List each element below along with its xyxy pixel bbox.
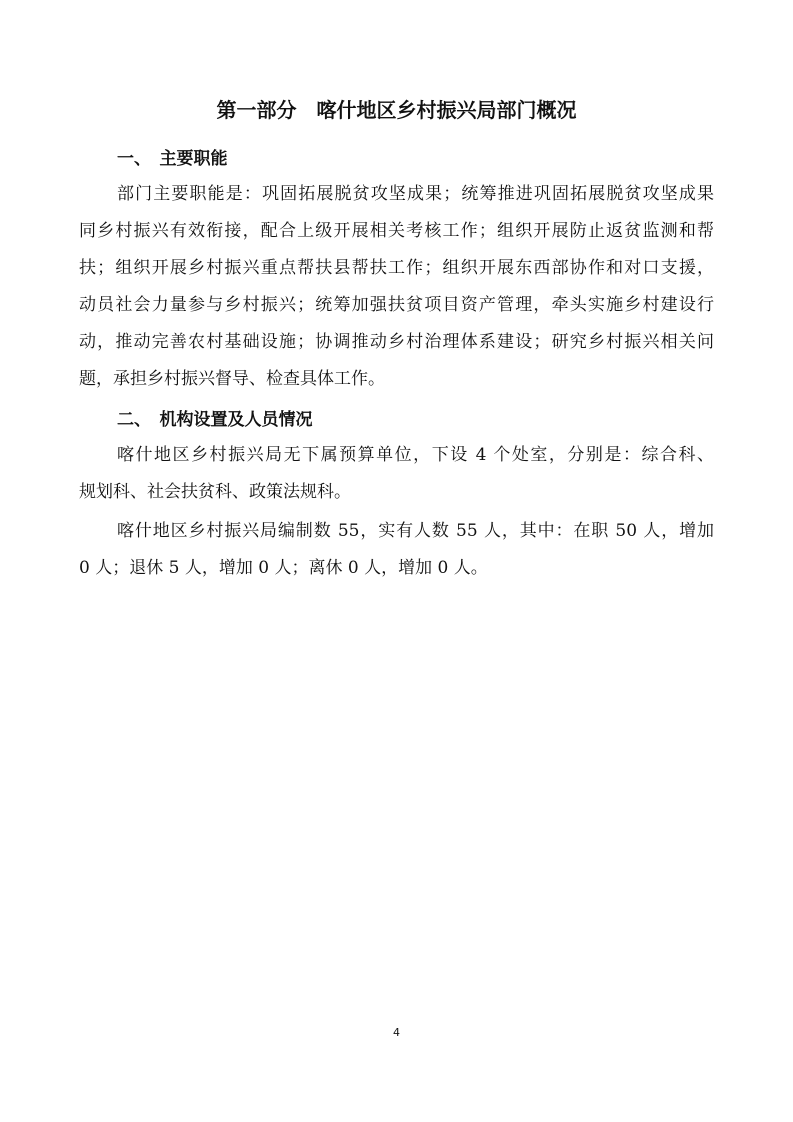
paragraph-line: 题，承担乡村振兴督导、检查具体工作。: [79, 369, 385, 389]
paragraph-line: 喀什地区乡村振兴局无下属预算单位，下设 4 个处室，分别是：综合科、: [117, 445, 714, 465]
paragraph-line: 部门主要职能是：巩固拓展脱贫攻坚成果；统筹推进巩固拓展脱贫攻坚成果: [117, 184, 714, 204]
paragraph-line: 动，推动完善农村基础设施；协调推动乡村治理体系建设；研究乡村振兴相关问: [79, 332, 714, 352]
page-number: 4: [393, 1026, 400, 1039]
page-title: 第一部分 喀什地区乡村振兴局部门概况: [216, 98, 577, 122]
section-heading-main-functions: 一、 主要职能: [117, 149, 228, 169]
paragraph-line: 0 人；退休 5 人，增加 0 人；离休 0 人，增加 0 人。: [79, 558, 488, 578]
paragraph-line: 规划科、社会扶贫科、政策法规科。: [79, 482, 351, 502]
paragraph-line: 扶；组织开展乡村振兴重点帮扶县帮扶工作；组织开展东西部协作和对口支援，: [79, 258, 714, 278]
section-heading-organization: 二、 机构设置及人员情况: [117, 410, 313, 430]
paragraph-line: 喀什地区乡村振兴局编制数 55，实有人数 55 人，其中：在职 50 人，增加: [117, 521, 714, 541]
paragraph-line: 同乡村振兴有效衔接，配合上级开展相关考核工作；组织开展防止返贫监测和帮: [79, 221, 714, 241]
paragraph-line: 动员社会力量参与乡村振兴；统筹加强扶贫项目资产管理，牵头实施乡村建设行: [79, 295, 714, 315]
